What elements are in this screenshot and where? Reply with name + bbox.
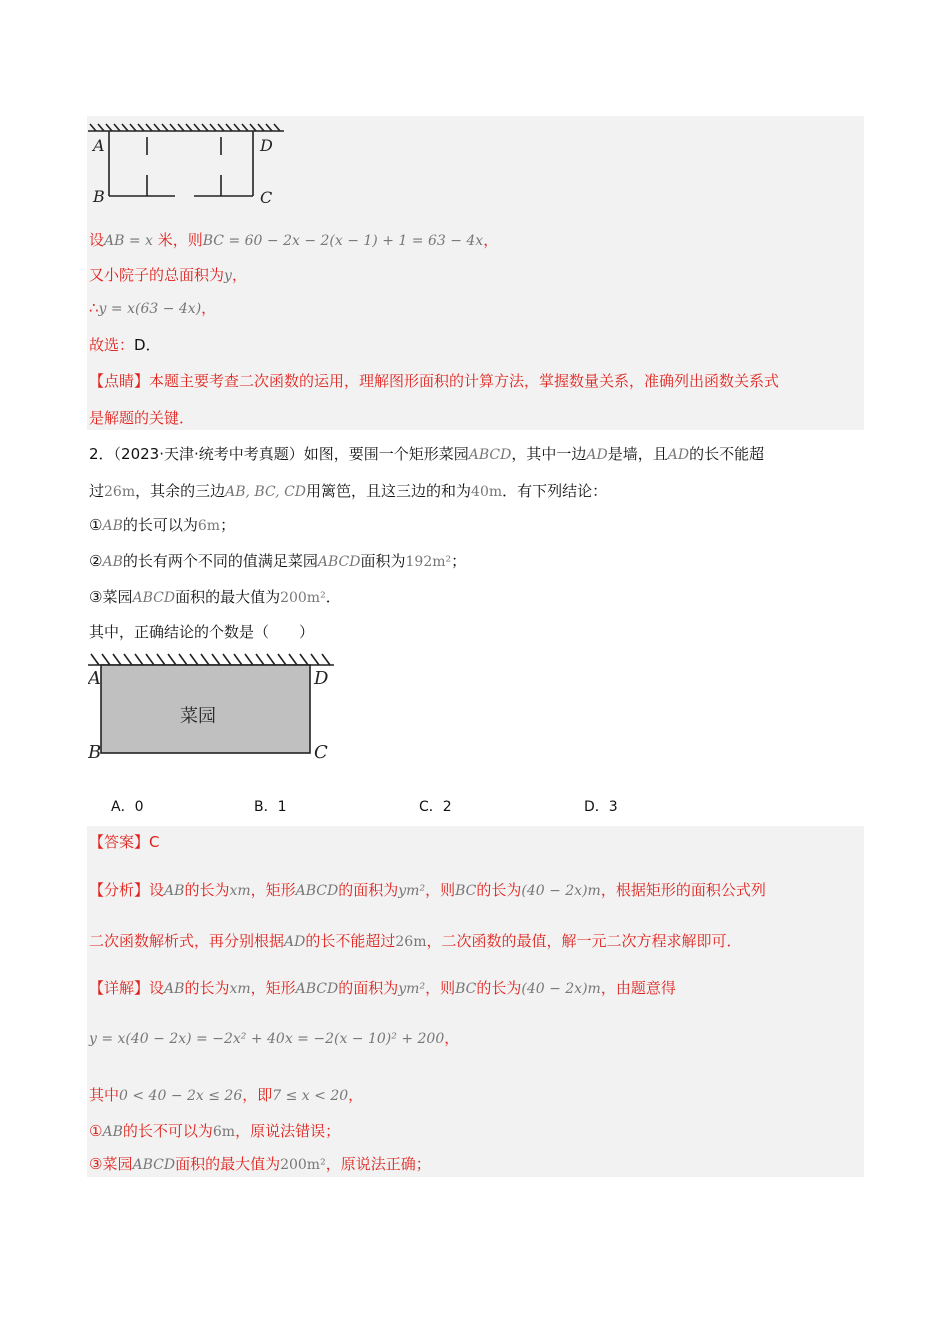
- text: 面积的最大值为: [175, 1155, 281, 1173]
- math: ym²: [398, 883, 426, 899]
- text: 的长有两个不同的值满足菜园: [122, 552, 318, 570]
- text: 用篱笆，且这三边的和为: [306, 482, 472, 500]
- text: 的面积为: [338, 979, 399, 997]
- text: 又小院子的总面积为: [89, 266, 225, 284]
- text: ．: [145, 336, 161, 354]
- quadratic-equation: y = x(40 − 2x) = −2x² + 40x = −2(x − 10)² + 200: [89, 1031, 445, 1047]
- range-line: [89, 1085, 363, 1106]
- text: ，: [201, 299, 217, 317]
- math: BC: [455, 981, 477, 997]
- answer-line: [89, 832, 160, 852]
- therefore-symbol: ∴: [89, 299, 99, 317]
- q2-conclusion-3: [89, 587, 341, 608]
- fig1-label-c: C: [260, 188, 273, 207]
- math: AD: [284, 934, 306, 950]
- math: 6m: [212, 1124, 236, 1140]
- option-d[interactable]: D．3: [584, 799, 618, 815]
- math: AD: [667, 447, 690, 463]
- detail-line1: [89, 978, 676, 999]
- math: (40 − 2x)m: [521, 883, 601, 899]
- text: ③菜园: [89, 588, 133, 606]
- option-c[interactable]: C．2: [419, 799, 452, 815]
- math: 6m: [197, 518, 221, 534]
- block1-line3: [89, 298, 216, 319]
- text: ，: [444, 1029, 460, 1047]
- text: ，: [348, 1086, 364, 1104]
- math: AD: [586, 447, 608, 463]
- q2-conclusion-2: [89, 551, 466, 572]
- math: AB: [102, 1124, 123, 1140]
- text: ，由题意得: [600, 979, 676, 997]
- equation-line: [89, 1028, 459, 1049]
- text: ，即: [242, 1086, 273, 1104]
- text: 米，则: [152, 231, 203, 249]
- math: AB: [102, 554, 123, 570]
- math: ABCD: [317, 554, 361, 570]
- text: 面积的最大值为: [175, 588, 281, 606]
- text: 的面积为: [338, 881, 399, 899]
- text: ，原说法错误；: [235, 1122, 341, 1140]
- text: 的长不能超过: [305, 932, 396, 950]
- q2-line2: [89, 481, 607, 502]
- text: ，其中一边: [511, 445, 587, 463]
- text: ，矩形: [250, 881, 296, 899]
- text: 的长为: [476, 881, 522, 899]
- text: 是墙，且: [607, 445, 668, 463]
- fig1-label-a: A: [93, 136, 105, 155]
- text: 的长可以为: [122, 516, 198, 534]
- text: ．: [325, 588, 341, 606]
- text: 面积为: [360, 552, 406, 570]
- math: AB: [102, 518, 123, 534]
- text: 设: [89, 231, 105, 249]
- text: 故选：: [89, 336, 135, 354]
- text: ，: [231, 266, 247, 284]
- block1-line1: [89, 230, 498, 251]
- math: y = x(63 − 4x): [98, 301, 202, 317]
- block1-comment-line1: 【点睛】本题主要考查二次函数的运用，理解图形面积的计算方法，掌握数量关系，准确列出函数关系式: [89, 372, 780, 390]
- math: AB: [164, 883, 185, 899]
- text: ，: [483, 231, 499, 249]
- text: ；: [451, 552, 467, 570]
- text: ③菜园: [89, 1155, 133, 1173]
- result-line-3: [89, 1154, 431, 1175]
- math: BC = 60 − 2x − 2(x − 1) + 1 = 63 − 4x: [202, 233, 484, 249]
- text: 2．（2023·天津·统考中考真题）如图，要围一个矩形菜园: [89, 445, 469, 463]
- math: AB: [164, 981, 185, 997]
- q2-conclusion-1: [89, 515, 235, 536]
- text: ，原说法正确；: [325, 1155, 431, 1173]
- math: ABCD: [468, 447, 512, 463]
- math: 26m: [104, 484, 136, 500]
- text: 的长不可以为: [122, 1122, 213, 1140]
- math: xm: [229, 981, 251, 997]
- text: ，则: [425, 979, 456, 997]
- option-b[interactable]: B．1: [254, 799, 287, 815]
- detail-label: 【详解】: [89, 979, 150, 997]
- text: ①: [89, 1122, 103, 1140]
- fig2-label-c: C: [314, 742, 328, 763]
- math: 26m: [395, 934, 427, 950]
- block1-line4: [89, 335, 161, 355]
- math: ABCD: [295, 883, 339, 899]
- answer-choice: D: [134, 336, 146, 354]
- analysis-line2: [89, 931, 741, 952]
- answer-value: C: [149, 833, 160, 851]
- text: 设: [149, 979, 165, 997]
- result-line-1: [89, 1121, 340, 1142]
- text: ①: [89, 516, 103, 534]
- block1-line2: [89, 265, 247, 286]
- text: 的长不能超: [689, 445, 765, 463]
- math: 200m²: [280, 590, 326, 606]
- text: 的长为: [184, 979, 230, 997]
- fig2-label-a: A: [88, 668, 101, 689]
- text: ，则: [425, 881, 456, 899]
- q2-line1: [89, 444, 764, 465]
- math: BC: [455, 883, 477, 899]
- text: ②: [89, 552, 103, 570]
- garden-figure: [88, 650, 338, 768]
- text: 二次函数解析式，再分别根据: [89, 932, 285, 950]
- fig2-label-d: D: [314, 668, 329, 689]
- garden-label: 菜园: [180, 706, 216, 727]
- courtyard-figure: [88, 123, 288, 209]
- analysis-label: 【分析】: [89, 881, 150, 899]
- fig1-label-d: D: [260, 136, 273, 155]
- block1-comment-line2: 是解题的关键．: [89, 409, 195, 427]
- math: ABCD: [132, 1157, 176, 1173]
- math: 192m²: [405, 554, 452, 570]
- text: 过: [89, 482, 105, 500]
- analysis-line1: [89, 880, 766, 901]
- math: ABCD: [295, 981, 339, 997]
- math: 40m: [471, 484, 503, 500]
- math: 200m²: [280, 1157, 326, 1173]
- math: xm: [229, 883, 251, 899]
- text: ，其余的三边: [135, 482, 226, 500]
- math: AB = x: [104, 233, 153, 249]
- text: ，矩形: [250, 979, 296, 997]
- text: 其中: [89, 1086, 120, 1104]
- math: ABCD: [132, 590, 176, 606]
- fig1-label-b: B: [93, 187, 105, 206]
- text: 的长为: [476, 979, 522, 997]
- math: 7 ≤ x < 20: [272, 1088, 349, 1104]
- math: ym²: [398, 981, 426, 997]
- text: ，根据矩形的面积公式列: [600, 881, 766, 899]
- text: ．有下列结论：: [502, 482, 608, 500]
- option-a[interactable]: A．0: [111, 799, 144, 815]
- math: (40 − 2x)m: [521, 981, 601, 997]
- fig2-label-b: B: [88, 742, 102, 763]
- math: 0 < 40 − 2x ≤ 26: [119, 1088, 243, 1104]
- text: 设: [149, 881, 165, 899]
- q2-question: 其中，正确结论的个数是（ ）: [89, 623, 315, 641]
- text: 的长为: [184, 881, 230, 899]
- math: y: [224, 268, 232, 284]
- text: ，二次函数的最值，解一元二次方程求解即可．: [426, 932, 742, 950]
- answer-label: 【答案】: [89, 833, 150, 851]
- math: AB, BC, CD: [225, 484, 307, 500]
- text: ；: [220, 516, 236, 534]
